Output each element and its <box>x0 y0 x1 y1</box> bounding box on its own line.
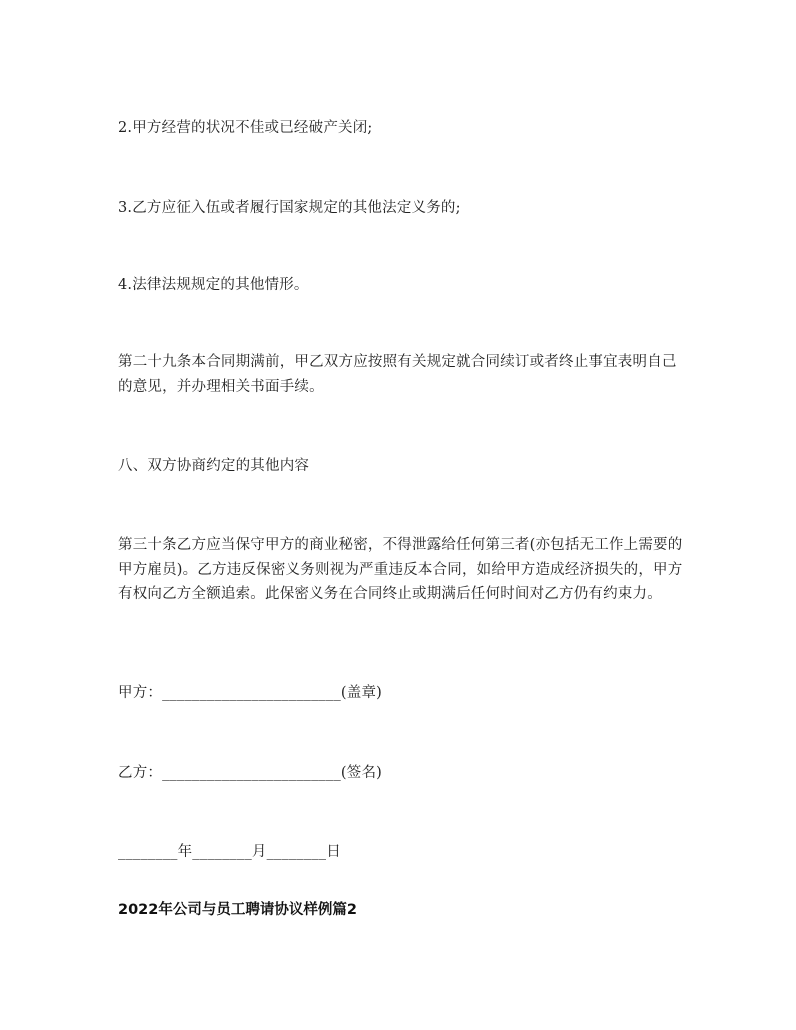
party-b-signature-line: 乙方：________________________(签名) <box>118 765 383 781</box>
article-30-paragraph: 第三十条乙方应当保守甲方的商业秘密，不得泄露给任何第三者(亦包括无工作上需要的甲方雇员)。乙方违反保密义务则视为严重违反本合同，如给甲方造成经济损失的，甲方有权向乙方全额追索。此保密义务在合同终止或期满后任何时间对乙方仍有约束力。 <box>118 537 683 602</box>
next-section-title: 2022年公司与员工聘请协议样例篇2 <box>118 902 357 918</box>
clause-item-3: 3.乙方应征入伍或者履行国家规定的其他法定义务的; <box>118 200 461 216</box>
party-a-signature-line: 甲方：________________________(盖章) <box>118 685 383 701</box>
article-29-paragraph: 第二十九条本合同期满前，甲乙双方应按照有关规定就合同续订或者终止事宜表明自己的意见，并办理相关书面手续。 <box>118 354 677 395</box>
clause-item-2: 2.甲方经营的状况不佳或已经破产关闭; <box>118 120 373 136</box>
date-line: ________年________月________日 <box>118 844 341 860</box>
clause-item-4: 4.法律法规规定的其他情形。 <box>118 277 309 293</box>
section-8-title: 八、双方协商约定的其他内容 <box>118 458 310 474</box>
